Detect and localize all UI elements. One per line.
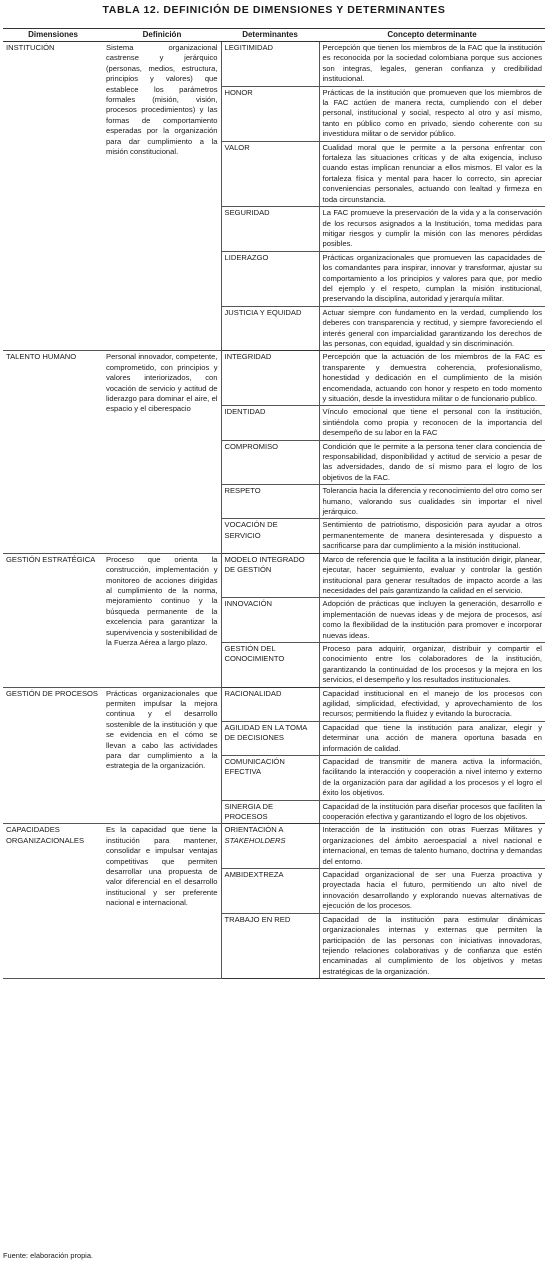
concept-cell: Interacción de la institución con otras Fuerzas Militares y organizaciones del ámbito aeroespacial a nivel nacional e internacional, en temas de talento humano, doctrina y demandas del entorno. [319, 824, 545, 869]
concept-cell: Percepción que la actuación de los miembros de la FAC es transparente y demuestra coherencia, profesionalismo, honestidad y dedicación en el cumplimiento de la misión encomendada, actuando con honor y respeto en todo momento y situación, desde la investidura militar o de funcionario publico. [319, 351, 545, 406]
concept-cell: Proceso para adquirir, organizar, distribuir y compartir el conocimiento entre los colaboradores de la institución, garantizando la continuidad de los procesos y la mejora en los servicios, el desempeño y los resultados institucionales. [319, 642, 545, 687]
determinant-cell: COMPROMISO [221, 440, 319, 485]
dimension-cell: TALENTO HUMANO [3, 351, 103, 553]
concept-cell: Sentimiento de patriotismo, disposición para ayudar a otros permanentemente de manera desinteresada y dispuesto a sacrificarse para dar cumplimiento a la misión institucional. [319, 519, 545, 553]
determinant-cell: SINERGIA DE PROCESOS [221, 800, 319, 824]
dimension-cell: CAPACIDADES ORGANIZACIONALES [3, 824, 103, 979]
concept-cell: Capacidad organizacional de ser una Fuerza proactiva y proyectada hacia el futuro, permitiendo un alto nivel de innovación desarrollando y explorando nuevas alternativas de ejecución de los procesos. [319, 869, 545, 914]
source-note: Fuente: elaboración propia. [3, 1251, 93, 1260]
concept-cell: Adopción de prácticas que incluyen la generación, desarrollo e implementación de nuevas ideas y de mejora de procesos, así como la flexibilidad de la institución para promover e incorporar nuevas ideas. [319, 598, 545, 643]
concept-cell: Prácticas organizacionales que promueven las capacidades de los comandantes para inspirar, innovar y transformar, ajustar su comportamiento a los principios y valores para que, por medio del ejemplo y el respeto, cumplan la misión institucional, preservando la disciplina, autoridad y jerarquía militar. [319, 251, 545, 306]
table-row [3, 42, 545, 87]
concept-cell: La FAC promueve la preservación de la vida y a la conservación de los recursos asignados a la Institución, toma medidas para mitigar riesgos y cumplir la misión con las menores pérdidas posibles. [319, 207, 545, 252]
determinant-cell: RACIONALIDAD [221, 687, 319, 721]
determinant-cell: VOCACIÓN DE SERVICIO [221, 519, 319, 553]
determinant-cell: VALOR [221, 141, 319, 206]
determinant-cell: ORIENTACIÓN A STAKEHOLDERS [221, 824, 319, 869]
definition-cell: Sistema organizacional castrense y jerárquico (personas, medios, estructura, principios y valores) que establece los parámetros formales (misión, visión, procesos procedimientos) y las formas de comportamiento esperadas por la organización para dar cumplimiento a la misión constitucional. [103, 42, 221, 351]
determinant-cell: GESTIÓN DEL CONOCIMIENTO [221, 642, 319, 687]
determinant-cell: TRABAJO EN RED [221, 913, 319, 978]
determinant-cell: HONOR [221, 86, 319, 141]
concept-cell: Prácticas de la institución que promueven que los miembros de la FAC actúen de manera recta, cumpliendo con el deber personal, institucional y social, respecto al otro y así mismo, tanto en público como en privado, siendo coherente con su investidura militar o de servidor público. [319, 86, 545, 141]
definition-cell: Es la capacidad que tiene la institución para mantener, consolidar e impulsar ventajas competitivas que permiten desarrollar una propuesta de valor diferencial en el desarrollo institucional y ser preferente nacional e internacional. [103, 824, 221, 979]
definition-cell: Prácticas organizacionales que permiten impulsar la mejora continua y el desarrollo sostenible de la institución y que se evidencia en el cómo se llevan a cabo las actividades para dar cumplimiento a la estrategia de la organización. [103, 687, 221, 824]
header-definicion: Definición [103, 29, 221, 42]
header-concepto: Concepto determinante [319, 29, 545, 42]
concept-cell: Tolerancia hacia la diferencia y reconocimiento del otro como ser humano, valorando sus cualidades sin importar el nivel jerárquico. [319, 485, 545, 519]
concept-cell: Capacidad de transmitir de manera activa la información, facilitando la interacción y cooperación a nivel interno y externo de la organización para dar agilidad a los procesos y el logro el éxito los objetivos. [319, 756, 545, 801]
header-determinantes: Determinantes [221, 29, 319, 42]
determinant-cell: COMUNICACIÓN EFECTIVA [221, 756, 319, 801]
dimension-cell: INSTITUCIÓN [3, 42, 103, 351]
italic-term: STAKEHOLDERS [224, 835, 286, 845]
concept-cell: Condición que le permite a la persona tener clara conciencia de responsabilidad, disponibilidad y actitud de servicio a pesar de las adversidades, dando de sí mismo para el logro de los objetivos de la FAC. [319, 440, 545, 485]
table-row [3, 351, 545, 406]
table-row [3, 687, 545, 721]
determinant-cell: AGILIDAD EN LA TOMA DE DECISIONES [221, 721, 319, 755]
definition-cell: Personal innovador, competente, comprometido, con principios y valores interiorizados, con vocación de servicio y actitud de liderazgo para dominar el aire, el espacio y el ciberespacio [103, 351, 221, 553]
table-title: TABLA 12. DEFINICIÓN DE DIMENSIONES Y DETERMINANTES [102, 4, 446, 16]
concept-cell: Actuar siempre con fundamento en la verdad, cumpliendo los deberes con transparencia y rectitud, y siempre favoreciendo el interés general con imparcialidad garantizando los derechos de las personas, con equidad, igualdad y sin discriminación. [319, 306, 545, 351]
concept-cell: Capacidad de la institución para diseñar procesos que faciliten la cooperación efectiva y garantizando el logro de los objetivos. [319, 800, 545, 824]
determinant-cell: RESPETO [221, 485, 319, 519]
table-row [3, 553, 545, 598]
concept-cell: Marco de referencia que le facilita a la institución dirigir, planear, ejecutar, hacer seguimiento, evaluar y controlar la gestión institucional para generar resultados de impacto acorde a las necesidades del país garantizando la calidad en el servicio. [319, 553, 545, 598]
determinant-cell: INTEGRIDAD [221, 351, 319, 406]
table-row [3, 824, 545, 869]
concept-cell: Capacidad institucional en el manejo de los procesos con agilidad, simplicidad, efectividad, y aprovechamiento de los recursos; permitiendo la fluidez y evitando la burocracia. [319, 687, 545, 721]
determinant-cell: INNOVACIÓN [221, 598, 319, 643]
definition-cell: Proceso que orienta la construcción, implementación y monitoreo de acciones dirigidas al cumplimiento de la norma, mejoramiento continuo y la búsqueda permanente de la excelencia para garantizar la supervivencia y sostenibilidad de la Fuerza Aérea a largo plazo. [103, 553, 221, 687]
concept-cell: Percepción que tienen los miembros de la FAC que la institución es reconocida por la sociedad colombiana porque sus acciones son integras, legales, generan confianza y credibilidad institucional. [319, 42, 545, 87]
determinant-cell: LEGITIMIDAD [221, 42, 319, 87]
concept-cell: Cualidad moral que le permite a la persona enfrentar con fortaleza las situaciones críticas y de alta exigencia, incluso cuando estas implican renunciar a ellos mismos. El valor es la fortaleza física y mental para hacer lo correcto, sin apreciar conveniencias personales, actuando con lealtad y firmeza en toda circunstancia. [319, 141, 545, 206]
determinant-cell: IDENTIDAD [221, 406, 319, 440]
concept-cell: Vínculo emocional que tiene el personal con la institución, sintiéndola como propia y reconocen de la importancia del desempeño de su labor en la FAC [319, 406, 545, 440]
dimension-cell: GESTIÓN DE PROCESOS [3, 687, 103, 824]
determinant-cell: LIDERAZGO [221, 251, 319, 306]
dimensions-table [3, 28, 545, 979]
concept-cell: Capacidad de la institución para estimular dinámicas organizacionales internas y externas que permiten la participación de las personas con iniciativas innovadoras, tejiendo relaciones colaborativas y de confianza que estén encaminadas al cumplimiento de los objetivos y metas estratégicas de la organización. [319, 913, 545, 978]
determinant-cell: SEGURIDAD [221, 207, 319, 252]
concept-cell: Capacidad que tiene la institución para analizar, elegir y determinar una acción de manera oportuna basada en información de calidad. [319, 721, 545, 755]
table-header-row [3, 29, 545, 42]
determinant-cell: JUSTICIA Y EQUIDAD [221, 306, 319, 351]
determinant-cell: AMBIDEXTREZA [221, 869, 319, 914]
dimension-cell: GESTIÓN ESTRATÉGICA [3, 553, 103, 687]
header-dimensiones: Dimensiones [3, 29, 103, 42]
determinant-cell: MODELO INTEGRADO DE GESTIÓN [221, 553, 319, 598]
